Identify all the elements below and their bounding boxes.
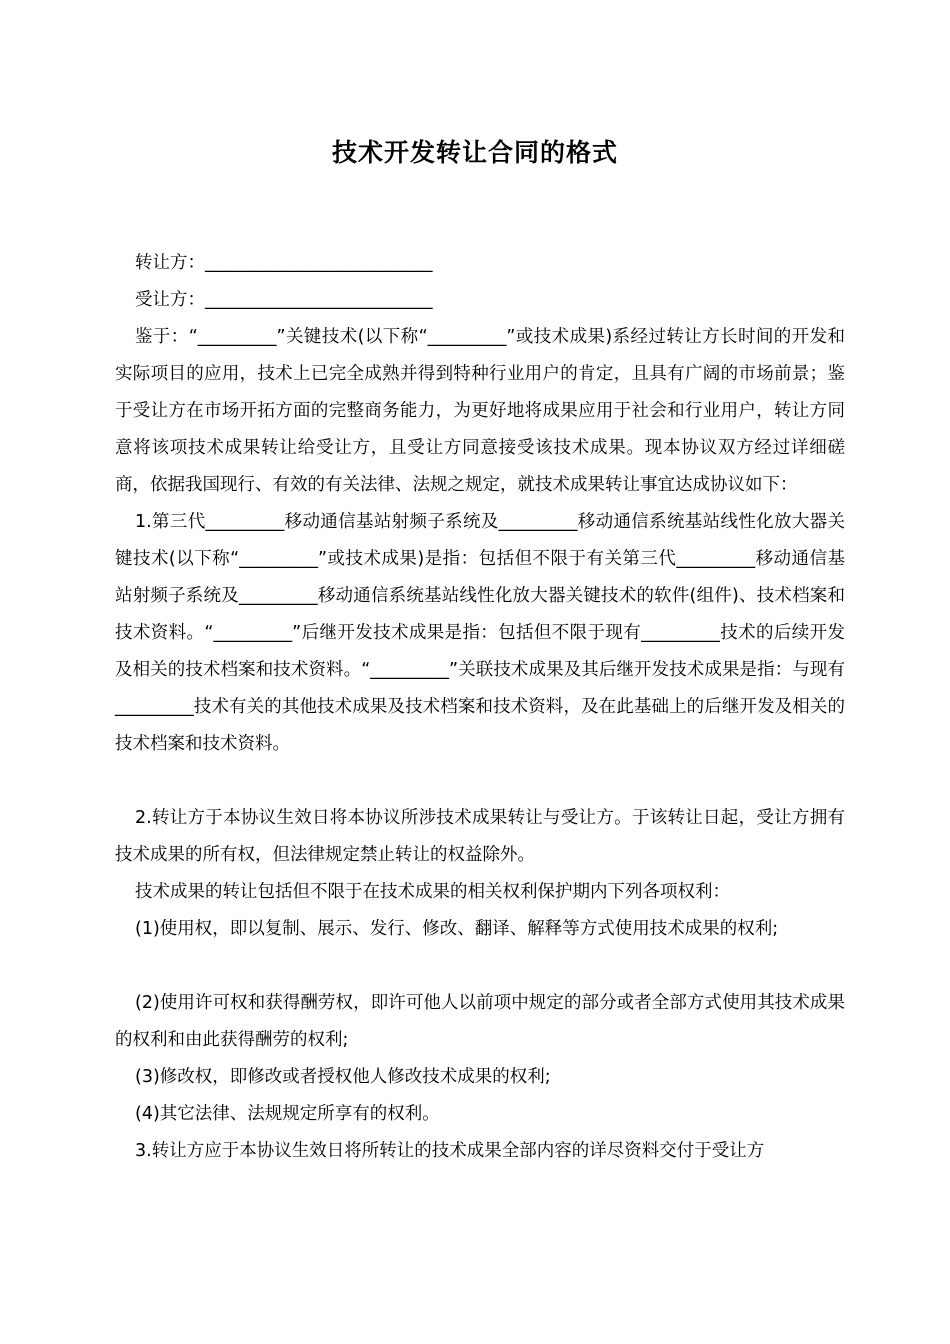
paragraph-spacer — [115, 763, 845, 800]
document-title: 技术开发转让合同的格式 — [331, 138, 618, 167]
clause-2: 2.转让方于本协议生效日将本协议所涉技术成果转让与受让方。于该转让日起，受让方拥有技术成果的所有权，但法律规定禁止转让的权益除外。 — [115, 808, 845, 865]
right-item-4: (4)其它法律、法规规定所享有的权利。 — [135, 1104, 440, 1124]
paragraph-spacer — [115, 948, 845, 985]
right-item-3: (3)修改权，即修改或者授权他人修改技术成果的权利; — [135, 1067, 551, 1087]
document-body — [115, 245, 845, 1170]
recital-paragraph: 鉴于：“_________”关键技术(以下称“_________”或技术成果)系经过转让方长时间的开发和实际项目的应用，技术上已完全成熟并得到特种行业用户的肯定，且具有广阔的市场前景；鉴于受让方在市场开拓方面的完整商务能力，为更好地将成果应用于社会和行业用户，转让方同意将该项技术成果转让给受让方，且受让方同意接受该技术成果。现本协议双方经过详细磋商，依据我国现行、有效的有关法律、法规之规定，就技术成果转让事宜达成协议如下： — [115, 327, 845, 495]
clause-1: 1.第三代_________移动通信基站射频子系统及_________移动通信系统基站线性化放大器关键技术(以下称“_________”或技术成果)是指：包括但不限于有关第三代_________移动通信基站射频子系统及_________移动通信系统基站线性化放大器关键技术的软件(组件)、技术档案和技术资料。“_________”后继开发技术成果是指：包括但不限于现有_________技术的后续开发及相关的技术档案和技术资料。“_________”关联技术成果及其后继开发技术成果是指：与现有_________技术有关的其他技术成果及技术档案和技术资料，及在此基础上的后继开发及相关的技术档案和技术资料。 — [115, 512, 845, 754]
clause-3: 3.转让方应于本协议生效日将所转让的技术成果全部内容的详尽资料交付于受让方 — [135, 1141, 765, 1161]
transferor-line: 转让方：__________________________ — [135, 253, 433, 273]
rights-intro: 技术成果的转让包括但不限于在技术成果的相关权利保护期内下列各项权利： — [135, 882, 730, 902]
right-item-2: (2)使用许可权和获得酬劳权，即许可他人以前项中规定的部分或者全部方式使用其技术成果的权利和由此获得酬劳的权利; — [115, 993, 845, 1050]
right-item-1: (1)使用权，即以复制、展示、发行、修改、翻译、解释等方式使用技术成果的权利; — [135, 919, 779, 939]
transferee-line: 受让方：__________________________ — [135, 290, 433, 310]
